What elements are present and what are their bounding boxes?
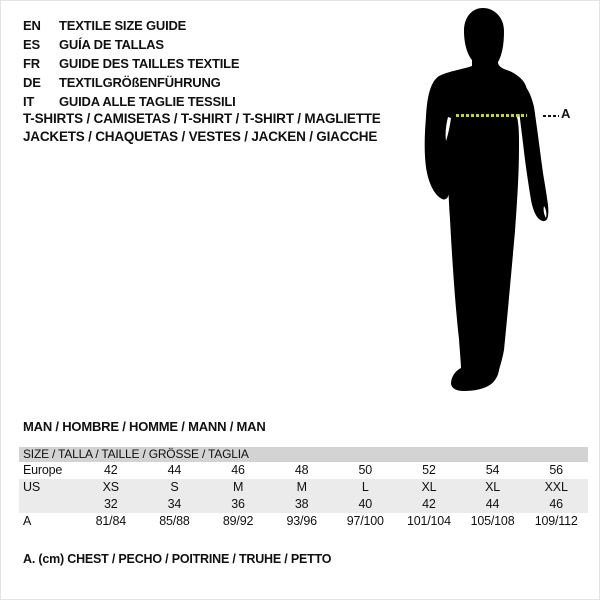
measure-leader-dashes [543, 115, 559, 117]
table-row-chest-a [19, 513, 588, 530]
section-title-man: MAN / HOMBRE / HOMME / MANN / MAN [23, 419, 266, 434]
language-code: ES [23, 37, 40, 52]
size-cell: 50 [358, 463, 373, 477]
language-label: TEXTILGRÖßENFÜHRUNG [59, 75, 221, 90]
size-cell: 105/108 [470, 514, 515, 528]
chest-measure-dashed-line [456, 114, 527, 117]
man-silhouette-icon [419, 5, 569, 395]
size-cell: 97/100 [346, 514, 384, 528]
language-code: EN [23, 18, 41, 33]
size-cell: 109/112 [534, 514, 578, 528]
language-label: GUIDA ALLE TAGLIE TESSILI [59, 94, 236, 109]
size-cell: M [296, 480, 307, 494]
table-row-uk [19, 496, 588, 513]
size-cell: L [361, 480, 369, 494]
size-cell: 40 [358, 497, 373, 511]
language-row-fr [23, 54, 239, 73]
row-label: A [23, 514, 32, 528]
size-table [19, 447, 588, 530]
garment-categories [23, 110, 381, 146]
language-guide-list [23, 16, 239, 111]
size-cell: 46 [549, 497, 563, 511]
size-cell: 38 [294, 497, 309, 511]
size-cell: XS [102, 480, 119, 494]
size-cell: M [232, 480, 244, 494]
language-row-en [23, 16, 239, 35]
language-label: TEXTILE SIZE GUIDE [59, 18, 187, 33]
table-row-us [19, 479, 588, 496]
size-cell: XL [421, 480, 437, 494]
measure-label-a: A [561, 106, 571, 121]
size-cell: 52 [422, 463, 436, 477]
size-cell: 44 [485, 497, 500, 511]
language-code: IT [23, 94, 35, 109]
size-cell: 42 [104, 463, 118, 477]
size-cell: XXL [544, 480, 568, 494]
language-row-es [23, 35, 239, 54]
language-row-it [23, 92, 239, 111]
size-cell: 32 [104, 497, 118, 511]
language-label: GUIDE DES TAILLES TEXTILE [59, 56, 240, 71]
language-code: FR [23, 56, 40, 71]
size-cell: 89/92 [222, 514, 254, 528]
size-cell: 44 [167, 463, 182, 477]
size-cell: 54 [485, 463, 500, 477]
language-label: GUÍA DE TALLAS [59, 37, 164, 52]
size-cell: 93/96 [286, 514, 317, 528]
table-row-europe [19, 462, 588, 479]
size-cell: 36 [231, 497, 245, 511]
measurement-footnote: A. (cm) CHEST / PECHO / POITRINE / TRUHE / PETTO [23, 552, 332, 566]
row-label: US [23, 480, 40, 494]
language-row-de [23, 73, 239, 92]
size-cell: 101/104 [407, 514, 451, 528]
size-cell: 81/84 [95, 514, 126, 528]
size-cell: 56 [549, 463, 563, 477]
size-cell: XL [485, 480, 500, 494]
size-cell: 34 [167, 497, 182, 511]
size-cell: S [170, 480, 179, 494]
row-label: Europe [23, 463, 63, 477]
language-code: DE [23, 75, 41, 90]
category-line-tshirts: T-SHIRTS / CAMISETAS / T-SHIRT / T-SHIRT / MAGLIETTE [23, 111, 381, 126]
size-cell: 85/88 [159, 514, 190, 528]
size-cell: 42 [422, 497, 436, 511]
size-cell: 46 [231, 463, 245, 477]
man-silhouette-figure [419, 5, 569, 395]
size-table-header: SIZE / TALLA / TAILLE / GRÖSSE / TAGLIA [19, 447, 588, 462]
category-line-jackets: JACKETS / CHAQUETAS / VESTES / JACKEN / GIACCHE [23, 129, 378, 144]
size-cell: 48 [294, 463, 309, 477]
